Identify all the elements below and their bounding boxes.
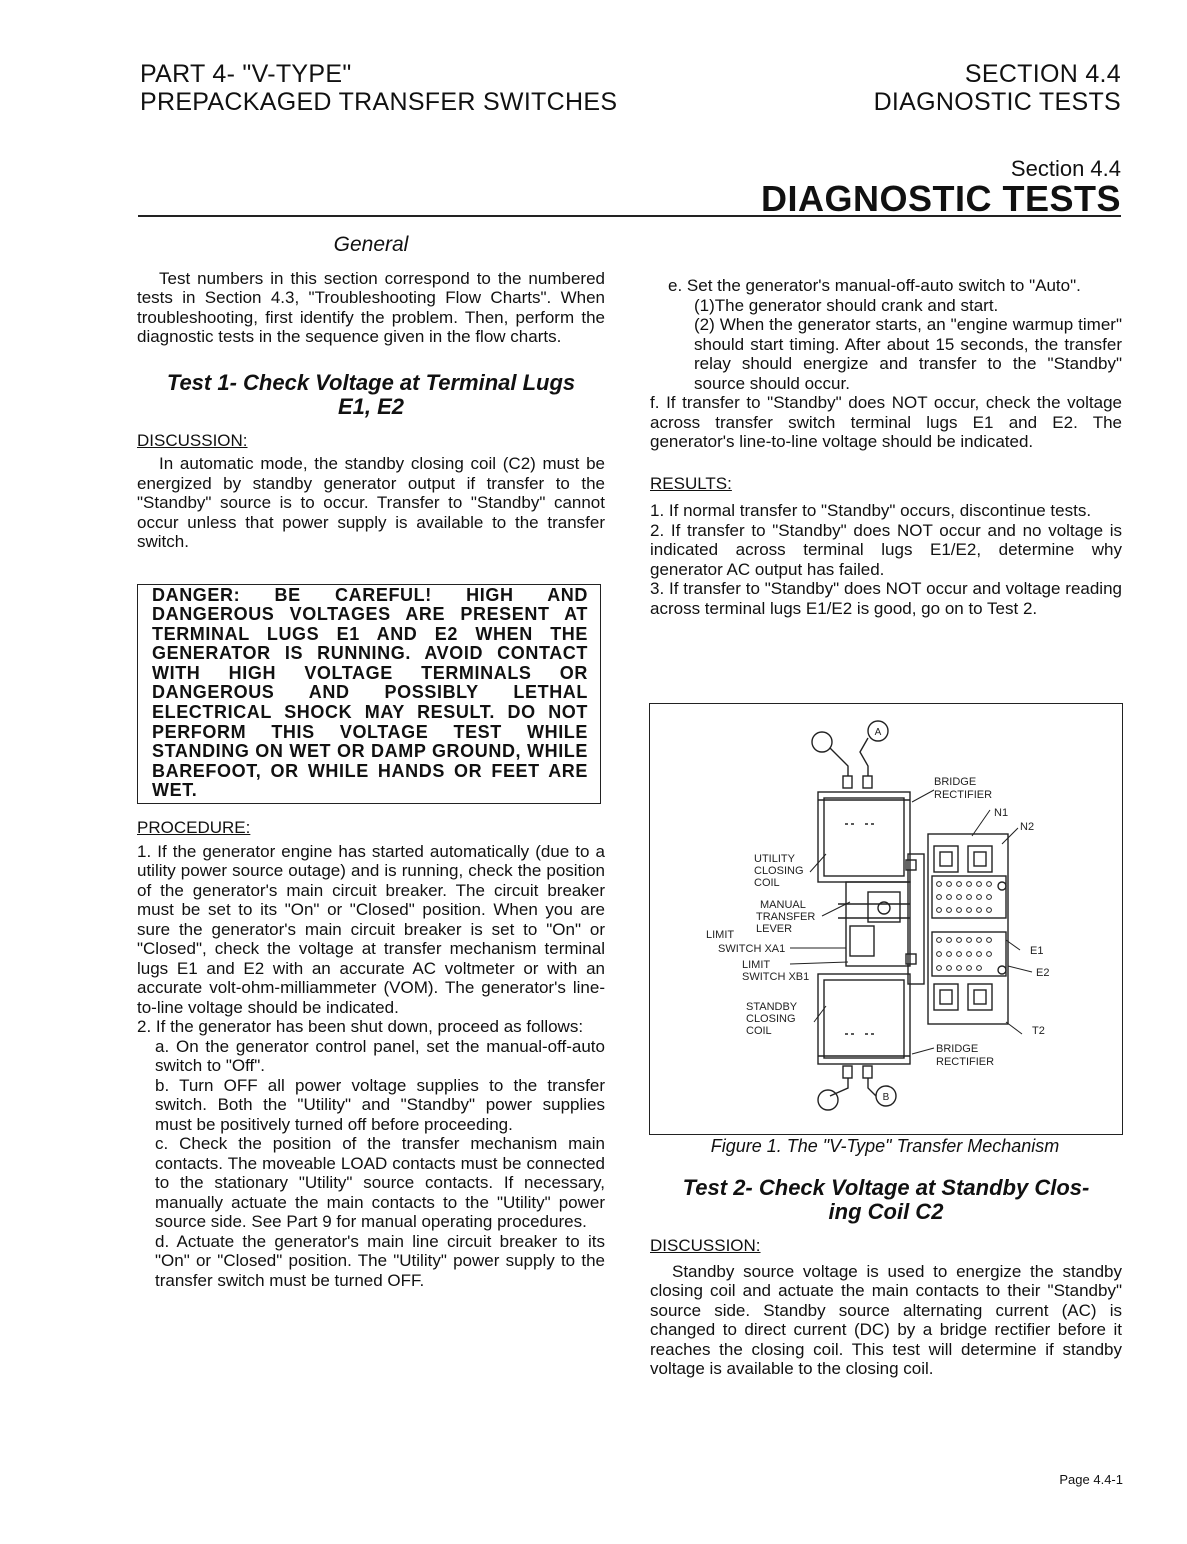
result-1: 1. If normal transfer to "Standby" occurs, discontinue tests.: [650, 501, 1092, 520]
procedure-step-2f: f. If transfer to "Standby" does NOT occur, check the voltage across transfer switch terminal lugs E1 and E2. The generator's line-to-line voltage should be indicated.: [650, 393, 1122, 451]
section-title: DIAGNOSTIC TESTS: [760, 178, 1121, 219]
header-right: [874, 60, 1121, 116]
label-standby-3: COIL: [746, 1025, 772, 1037]
procedure-step-2d: d. Actuate the generator's main line circuit breaker to its "On" or "Closed" position. The "Utility" power supply to the transfer switch must be turned OFF.: [155, 1231, 605, 1290]
test2-discussion-label: DISCUSSION:: [650, 1236, 761, 1255]
label-n1: N1: [994, 807, 1009, 819]
test1-heading-line1: Test 1- Check Voltage at Terminal Lugs: [166, 369, 576, 395]
label-standby-2: CLOSING: [746, 1013, 796, 1025]
test2-discussion: Standby source voltage is used to energize the standby closing coil and actuate the main contacts to their "Standby" source side. Standby source alternating current (AC) is changed to direct current (DC) by a bridge rectifier before it reaches the closing coil. This test will determine if standby voltage is available to the closing coil.: [650, 1261, 1122, 1378]
label-bridge-rectifier-bot-2: RECTIFIER: [936, 1056, 995, 1068]
result-2: 2. If transfer to "Standby" does NOT occur and no voltage is indicated across terminal lugs E1/E2, determine why generator AC output has failed.: [650, 520, 1122, 579]
right-column: [650, 276, 1122, 618]
label-standby-1: STANDBY: [746, 1001, 798, 1013]
danger-warning-box: DANGER: BE CAREFUL! HIGH AND DANGEROUS VOLTAGES ARE PRESENT AT TERMINAL LUGS E1 AND E2 WHEN THE GENERATOR IS RUNNING. AVOID CONTACT WITH HIGH VOLTAGE TERMINALS OR DANGEROUS AND POSSIBLY LETHAL ELECTRICAL SHOCK MAY RESULT. DO NOT PERFORM THIS VOLTAGE TEST WHILE STANDING ON WET OR DAMP GROUND, WHILE BAREFOOT, OR WHILE HANDS OR FEET ARE WET.: [137, 584, 601, 805]
header-section-number: SECTION 4.4: [964, 60, 1121, 88]
test1-discussion-label: DISCUSSION:: [137, 430, 248, 450]
label-manual-3: LEVER: [756, 923, 793, 935]
label-e1: E1: [1030, 945, 1044, 957]
label-limit-xa1-1: LIMIT: [706, 929, 735, 941]
title-rule: [138, 215, 1121, 217]
transfer-mechanism-diagram: [650, 704, 1122, 1134]
label-limit-xb1-2: SWITCH XB1: [742, 971, 810, 983]
label-utility-2: CLOSING: [754, 865, 804, 877]
general-text: Test numbers in this section correspond to the numbered tests in Section 4.3, "Troubleshooting Flow Charts". When troubleshooting, first identify the problem. Then, perform the diagnostic tests in the sequence given in the flow charts.: [137, 268, 605, 346]
test2-heading-line2: ing Coil C2: [828, 1199, 944, 1224]
header-part-subtitle: PREPACKAGED TRANSFER SWITCHES: [140, 88, 618, 116]
procedure-step-2e-2: (2) When the generator starts, an "engine warmup timer" should start timing. After about 15 seconds, the transfer relay should energize and transfer to the "Standby" source should occur.: [694, 315, 1122, 393]
left-column: [137, 235, 605, 1290]
procedure-step-2e-1: (1)The generator should crank and start.: [694, 295, 999, 315]
test1-heading: [137, 371, 605, 419]
procedure-step-1: 1. If the generator engine has started automatically (due to a utility power source outage) and is running, check the position of the generator's main circuit breaker. The circuit breaker must be set to its "On" or "Closed" position. When you are sure the generator's main circuit breaker is set to "On" or "Closed", check the voltage at transfer mechanism terminal lugs E1 and E2 with an accurate AC voltmeter or with an accurate volt-ohm-milliammeter (VOM). The generator's line-to-line voltage should be indicated.: [137, 841, 605, 1017]
label-utility-3: COIL: [754, 877, 780, 889]
utility-closing-coil: [818, 792, 910, 882]
procedure-step-2c: c. Check the position of the transfer mechanism main contacts. The moveable LOAD contacts must be connected to the stationary "Utility" source contacts. If necessary, manually actuate the main contacts to the "Utility" power source side. See Part 9 for manual operating procedures.: [155, 1134, 605, 1232]
figure-caption: Figure 1. The "V-Type" Transfer Mechanism: [710, 1136, 1060, 1156]
label-bridge-rectifier-top-2: RECTIFIER: [934, 789, 993, 801]
figure-transfer-mechanism: [649, 703, 1123, 1135]
label-manual-2: TRANSFER: [756, 911, 816, 923]
label-limit-xa1-2: SWITCH XA1: [718, 943, 786, 955]
procedure-label: PROCEDURE:: [137, 818, 251, 838]
label-manual-1: MANUAL: [760, 899, 806, 911]
test1-heading-line2: E1, E2: [337, 393, 405, 419]
label-e2: E2: [1036, 967, 1050, 979]
lead-loop-b: [818, 1090, 838, 1110]
procedure-step-2: 2. If the generator has been shut down, proceed as follows:: [137, 1017, 584, 1037]
label-a: A: [874, 727, 882, 738]
label-t2: T2: [1032, 1025, 1045, 1037]
result-3: 3. If transfer to "Standby" does NOT occur and voltage reading across terminal lugs E1/E2 is good, go on to Test 2.: [650, 579, 1122, 618]
label-limit-xb1-1: LIMIT: [742, 959, 771, 971]
lead-loop-a: [812, 732, 832, 752]
page-number: Page 4.4-1: [1059, 1472, 1123, 1487]
section-label: Section 4.4: [1010, 156, 1121, 181]
test2-heading-line1: Test 2- Check Voltage at Standby Clos-: [682, 1175, 1090, 1200]
label-bridge-rectifier-bot-1: BRIDGE: [936, 1043, 979, 1055]
header-left: [140, 60, 617, 116]
procedure-step-2a: a. On the generator control panel, set the manual-off-auto switch to "Off".: [155, 1036, 605, 1076]
header-part-title: PART 4- "V-TYPE": [140, 60, 352, 88]
header-section-name: DIAGNOSTIC TESTS: [873, 88, 1121, 116]
label-b: B: [882, 1092, 890, 1103]
test2-heading: [650, 1176, 1122, 1224]
test1-discussion: In automatic mode, the standby closing coil (C2) must be energized by standby generator output if transfer to the "Standby" source is to occur. Transfer to "Standby" cannot occur unless that power supply is available to the transfer switch.: [137, 454, 605, 551]
procedure-step-2b: b. Turn OFF all power voltage supplies to the transfer switch. Both the "Utility" and "Standby" power supplies must be positively turned off before proceeding.: [155, 1075, 605, 1134]
label-utility-1: UTILITY: [754, 853, 795, 865]
label-n2: N2: [1020, 821, 1035, 833]
results-label: RESULTS:: [650, 473, 732, 493]
general-heading: General: [333, 233, 409, 256]
procedure-step-2e: e. Set the generator's manual-off-auto switch to "Auto".: [668, 276, 1081, 295]
standby-closing-coil: [818, 974, 910, 1064]
test2-section: [650, 1176, 1122, 1379]
label-bridge-rectifier-top-1: BRIDGE: [934, 776, 977, 788]
